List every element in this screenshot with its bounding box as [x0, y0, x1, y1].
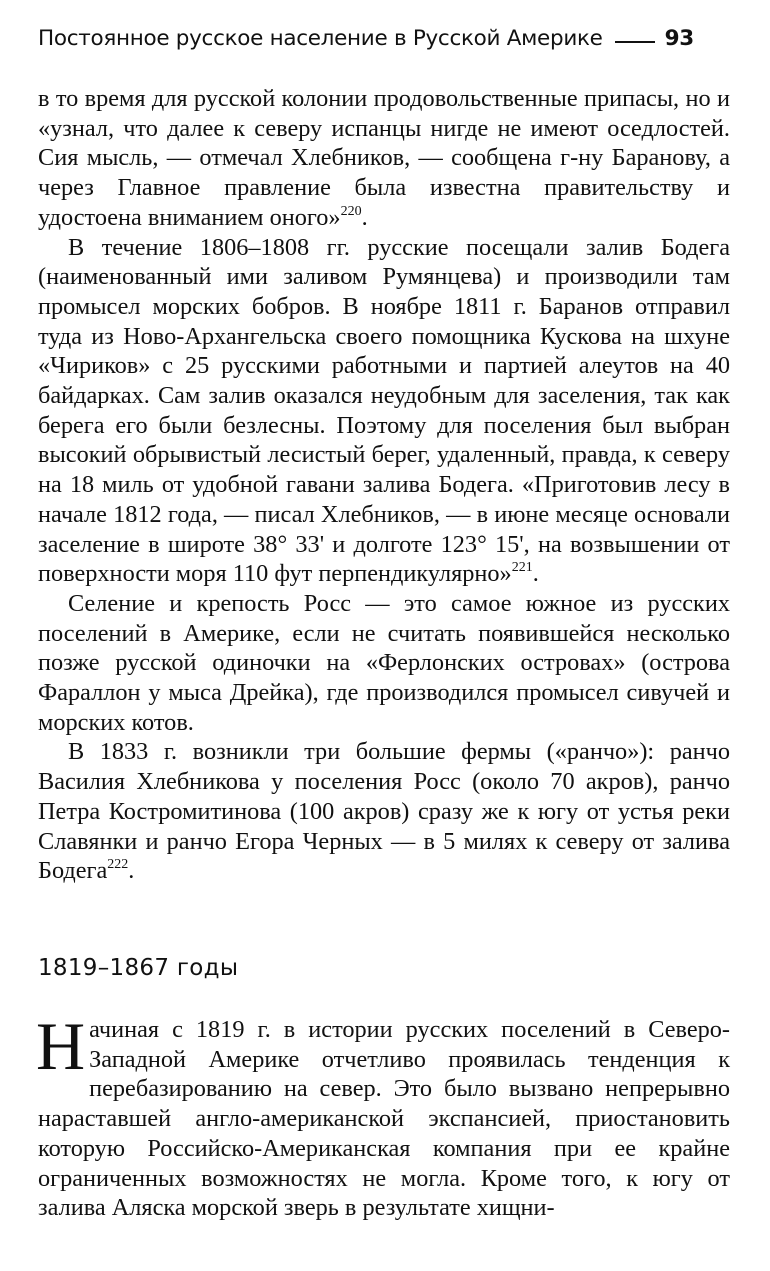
running-title: Постоянное русское население в Русской Америке	[38, 26, 603, 51]
header-rule	[615, 41, 655, 43]
section-text	[36, 1008, 730, 1223]
running-header	[38, 26, 734, 56]
paragraph-text: В течение 1806–1808 гг. русские посещали залив Бодега (наименованный ими заливом Румянцева) и производили там промысел морских бобров. В ноябре 1811 г. Баранов отправил туда из Ново-Архангельска своего помощника Кускова на шхуне «Чириков» с 25 русскими работными и партией алеутов на 40 байдарках. Сам залив оказался неудобным для заселения, так как берега его были безлесны. Поэтому для поселения был выбран высокий обрывистый лесистый берег, удаленный, правда, к северу на 18 миль от удобной гавани залива Бодега. «Приготовив лесу в начале 1812 года, — писал Хлебников, — в июне месяце основали заселение в широте 38° 33' и долготе 123° 15', на возвышении от поверхности моря 110 фут перпендикулярно»	[38, 233, 730, 588]
drop-cap: Н	[36, 1008, 86, 1084]
footnote-ref: 222	[107, 857, 129, 873]
paragraph-text: В 1833 г. возникли три большие фермы («ранчо»): ранчо Василия Хлебникова у поселения Росс (около 70 акров), ранчо Петра Костромитинова (100 акров) сразу же к югу от устья реки Славянки и ранчо Егора Черных — в 5 милях к северу от залива Бодега	[38, 738, 730, 885]
paragraph-ross	[38, 589, 730, 738]
section-heading: 1819–1867 годы	[38, 955, 239, 981]
paragraph-end: .	[128, 857, 135, 885]
main-text	[38, 84, 730, 886]
page-number: 93	[664, 26, 694, 51]
paragraph-end: .	[361, 203, 368, 231]
paragraph-text: в то время для русской колонии продовольственные припасы, но и «узнал, что далее к северу испанцы нигде не имеют оседлостей. Сия мысль, — отмечал Хлебников, — сообщена г-ну Баранову, а через Главное правление была известна правительству и удостоена вниманием оного»	[38, 85, 730, 231]
footnote-ref: 220	[340, 203, 362, 219]
paragraph-end: .	[532, 560, 539, 588]
footnote-ref: 221	[511, 560, 533, 576]
section-paragraph	[36, 1008, 730, 1223]
paragraph-continued	[38, 84, 730, 233]
section-paragraph-text: ачиная с 1819 г. в истории русских поселений в Северо-Западной Америке отчетливо проявилась тенденция к перебазированию на север. Это было вызвано непрерывно нараставшей англо-американской экспансией, приостановить которую Российско-Американская компания при ее крайне ограниченных возможностях не могла. Кроме того, к югу от залива Аляска морской зверь в результате хищни-	[38, 1016, 730, 1222]
paragraph-ranchos	[38, 737, 730, 886]
paragraph-text: Селение и крепость Росс — это самое южное из русских поселений в Америке, если не считать появившейся несколько позже русской одиночки на «Ферлонских островах» (острова Фараллон у мыса Дрейка), где производился промысел сивучей и морских котов.	[38, 589, 730, 736]
paragraph-bodega	[38, 233, 730, 589]
